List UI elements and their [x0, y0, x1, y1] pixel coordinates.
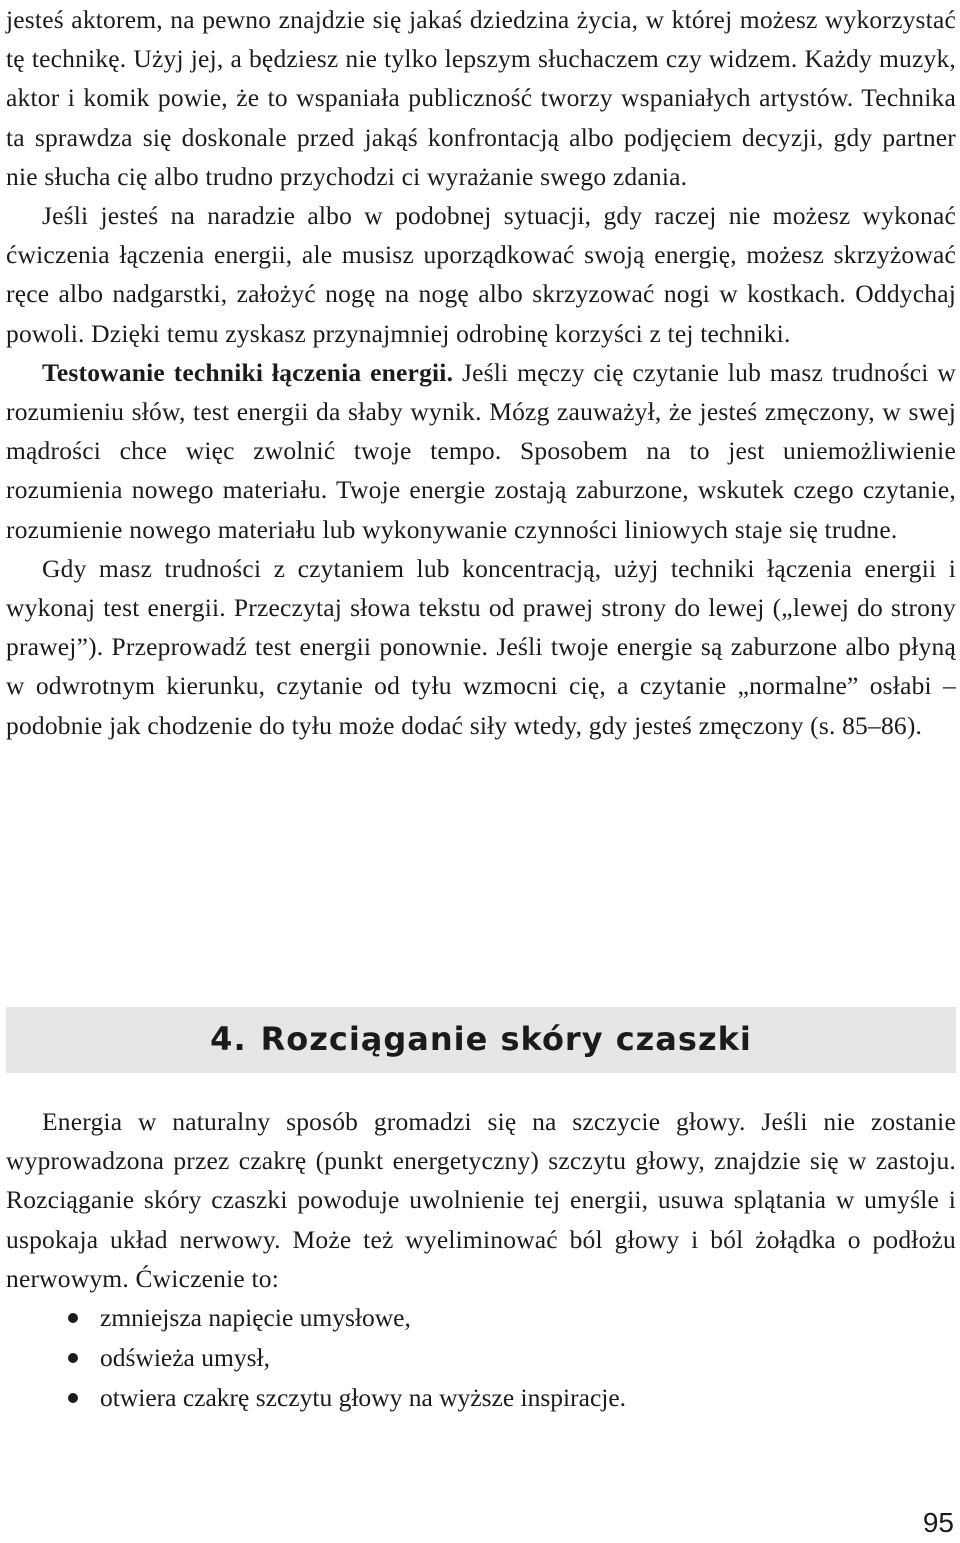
- paragraph: Jeśli jesteś na naradzie albo w podobnej sytuacji, gdy raczej nie możesz wykonać ćwiczenia łączenia energii, ale musisz uporządkować swoją energię, możesz skrzyżować ręce albo nadgarstki, założyć nogę na nogę albo skrzyzować nogi w kostkach. Oddychaj powoli. Dzięki temu zyskasz przynajmniej odrobinę korzyści z tej techniki.: [6, 201, 956, 348]
- paragraph: jesteś aktorem, na pewno znajdzie się jakaś dziedzina życia, w której możesz wykorzystać tę technikę. Użyj jej, a będziesz nie tylko lepszym słuchaczem czy widzem. Każdy muzyk, aktor i komik powie, że to wspaniała publiczność tworzy wspaniałych artystów. Technika ta sprawdza się doskonale przed jakąś konfrontacją albo podjęciem decyzji, gdy partner nie słucha cię albo trudno przychodzi ci wyrażanie swego zdania.: [6, 5, 956, 191]
- paragraph: Gdy masz trudności z czytaniem lub koncentracją, użyj techniki łączenia energii i wykonaj test energii. Przeczytaj słowa tekstu od prawej strony do lewej („lewej do strony prawej”). Przeprowadź test energii ponownie. Jeśli twoje energie są zaburzone albo płyną w odwrotnym kierunku, czytanie od tyłu wzmocni cię, a czytanie „normalne” osłabi – podobnie jak chodzenie do tyłu może dodać siły wtedy, gdy jesteś zmęczony (s. 85–86).: [6, 553, 956, 740]
- lower-text: [6, 1102, 956, 1298]
- bullet-list: [6, 1298, 956, 1418]
- list-item-text: odświeża umysł,: [100, 1343, 270, 1373]
- inline-heading: Testowanie techniki łączenia energii.: [42, 357, 454, 387]
- list-item: [6, 1378, 956, 1418]
- list-item: [6, 1298, 956, 1338]
- document-page: [6, 0, 956, 745]
- list-item: [6, 1338, 956, 1378]
- upper-text: [6, 0, 956, 745]
- paragraph-with-heading: [6, 353, 956, 549]
- bullet-icon: [68, 1353, 78, 1363]
- section-heading-band: [6, 1007, 956, 1073]
- page-number: 95: [922, 1507, 954, 1538]
- bullet-icon: [68, 1313, 78, 1323]
- bullet-icon: [68, 1393, 78, 1403]
- section-title-text: Rozciąganie skóry czaszki: [260, 1020, 752, 1058]
- section-number: 4.: [210, 1020, 247, 1058]
- paragraph: Energia w naturalny sposób gromadzi się na szczycie głowy. Jeśli nie zostanie wyprowadzona przez czakrę (punkt energetyczny) szczytu głowy, znajdzie się w zastoju. Rozciąganie skóry czaszki powoduje uwolnienie tej energii, usuwa splątania w umyśle i uspokaja układ nerwowy. Może też wyeliminować ból głowy i ból żołądka o podłożu nerwowym. Ćwiczenie to:: [6, 1107, 956, 1293]
- section-body: [6, 1102, 956, 1418]
- paragraph-body: Jeśli męczy cię czytanie lub masz trudności w rozumieniu słów, test energii da słaby wynik. Mózg zauważył, że jesteś zmęczony, w swej mądrości chce więc zwolnić twoje tempo. Sposobem na to jest uniemożliwienie rozumienia nowego materiału. Twoje energie zostają zaburzone, wskutek czego czytanie, rozumienie nowego materiału lub wykonywanie czynności liniowych staje się trudne.: [6, 357, 956, 544]
- section-title: [6, 1019, 956, 1059]
- list-item-text: zmniejsza napięcie umysłowe,: [100, 1303, 411, 1333]
- list-item-text: otwiera czakrę szczytu głowy na wyższe inspiracje.: [100, 1383, 627, 1413]
